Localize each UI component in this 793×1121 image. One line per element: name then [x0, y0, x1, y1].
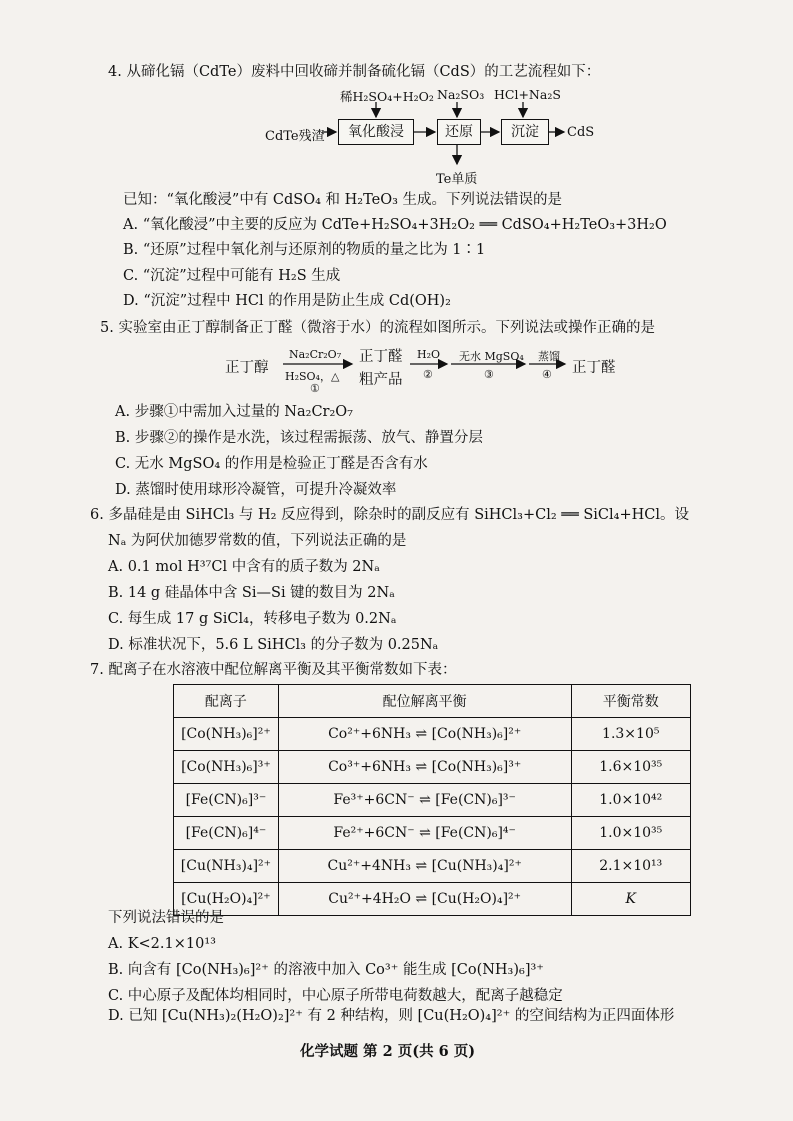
table-cell: Fe³⁺+6CN⁻ ⇌ [Fe(CN)₆]³⁻ — [278, 784, 571, 817]
table-cell: 1.0×10³⁵ — [571, 817, 690, 850]
q7-question: 下列说法错误的是 — [108, 910, 224, 926]
table-cell: [Co(NH₃)₆]²⁺ — [174, 718, 279, 751]
q5-option-a: A. 步骤①中需加入过量的 Na₂Cr₂O₇ — [115, 404, 353, 420]
q7-option-c: C. 中心原子及配体均相同时，中心原子所带电荷数越大，配离子越稳定 — [108, 988, 563, 1004]
table-cell: [Fe(CN)₆]³⁻ — [174, 784, 279, 817]
table-row — [174, 817, 691, 850]
q6-option-b: B. 14 g 硅晶体中含 Si—Si 键的数目为 2Nₐ — [108, 585, 395, 601]
table-cell: [Cu(H₂O)₄]²⁺ — [174, 883, 279, 916]
q5-reagent-4: 蒸馏 — [538, 350, 560, 363]
q7-option-a: A. K<2.1×10¹³ — [108, 936, 216, 952]
q5-step-3: ③ — [484, 368, 494, 381]
table-cell: Cu²⁺+4H₂O ⇌ [Cu(H₂O)₄]²⁺ — [278, 883, 571, 916]
q7-stem: 7. 配离子在水溶液中配位解离平衡及其平衡常数如下表： — [90, 662, 457, 678]
q4-input-label: CdTe残渣 — [265, 129, 325, 144]
q5-reagent-2: H₂O — [417, 348, 441, 361]
q5-option-d: D. 蒸馏时使用球形冷凝管，可提升冷凝效率 — [115, 482, 397, 498]
q5-reagent-1-top: Na₂Cr₂O₇ — [289, 348, 342, 361]
q5-end: 正丁醛 — [572, 360, 616, 376]
q5-step-4: ④ — [542, 368, 552, 381]
table-row — [174, 784, 691, 817]
column-header: 平衡常数 — [571, 685, 690, 718]
q4-option-c: C. “沉淀”过程中可能有 H₂S 生成 — [123, 268, 341, 284]
q4-option-a: A. “氧化酸浸”中主要的反应为 CdTe+H₂SO₄+3H₂O₂ ══ CdSO₄+H₂TeO₃+3H₂O — [123, 217, 667, 233]
column-header: 配位解离平衡 — [278, 685, 571, 718]
q6-option-a: A. 0.1 mol H³⁷Cl 中含有的质子数为 2Nₐ — [108, 559, 380, 575]
table-row — [174, 718, 691, 751]
q5-start: 正丁醇 — [225, 360, 269, 376]
table-cell: Fe²⁺+6CN⁻ ⇌ [Fe(CN)₆]⁴⁻ — [278, 817, 571, 850]
table-cell: [Fe(CN)₆]⁴⁻ — [174, 817, 279, 850]
q5-reagent-3: 无水 MgSO₄ — [459, 350, 524, 363]
table-row — [174, 751, 691, 784]
table-row — [174, 850, 691, 883]
table-cell: [Cu(NH₃)₄]²⁺ — [174, 850, 279, 883]
q4-box-precipitation: 沉淀 — [501, 119, 549, 145]
q4-box-reduction: 还原 — [437, 119, 481, 145]
q4-reagent-1: 稀H₂SO₄+H₂O₂ — [340, 89, 434, 104]
table-cell: 1.0×10⁴² — [571, 784, 690, 817]
q4-reagent-3: HCl+Na₂S — [494, 87, 561, 102]
q6-option-d: D. 标准状况下，5.6 L SiHCl₃ 的分子数为 0.25Nₐ — [108, 637, 439, 653]
q7-option-d: D. 已知 [Cu(NH₃)₂(H₂O)₂]²⁺ 有 2 种结构，则 [Cu(H₂O)₄]²⁺ 的空间结构为正四面体形 — [108, 1008, 675, 1024]
column-header: 配离子 — [174, 685, 279, 718]
q5-mid-bottom: 粗产品 — [359, 372, 403, 388]
q5-option-b: B. 步骤②的操作是水洗，该过程需振荡、放气、静置分层 — [115, 430, 483, 446]
page-footer: 化学试题 第 2 页(共 6 页) — [300, 1043, 476, 1060]
q4-option-b: B. “还原”过程中氧化剂与还原剂的物质的量之比为 1∶1 — [123, 242, 486, 258]
q4-option-d: D. “沉淀”过程中 HCl 的作用是防止生成 Cd(OH)₂ — [123, 293, 451, 309]
table-row — [174, 883, 691, 916]
q5-step-1: ① — [310, 382, 320, 395]
q4-stem: 4. 从碲化镉（CdTe）废料中回收碲并制备硫化镉（CdS）的工艺流程如下： — [108, 64, 601, 80]
q6-stem: 6. 多晶硅是由 SiHCl₃ 与 H₂ 反应得到，除杂时的副反应有 SiHCl₃+Cl₂ ══ SiCl₄+HCl。设 — [90, 507, 689, 523]
table-cell: Co²⁺+6NH₃ ⇌ [Co(NH₃)₆]²⁺ — [278, 718, 571, 751]
q4-output-label: CdS — [567, 125, 595, 140]
table-cell: 1.6×10³⁵ — [571, 751, 690, 784]
table-cell: 1.3×10⁵ — [571, 718, 690, 751]
q7-option-b: B. 向含有 [Co(NH₃)₆]²⁺ 的溶液中加入 Co³⁺ 能生成 [Co(NH₃)₆]³⁺ — [108, 962, 544, 978]
q4-reagent-2: Na₂SO₃ — [437, 87, 485, 102]
q5-step-2: ② — [423, 368, 433, 381]
table-cell: Cu²⁺+4NH₃ ⇌ [Cu(NH₃)₄]²⁺ — [278, 850, 571, 883]
q4-byproduct-label: Te单质 — [436, 172, 478, 187]
table-cell: 2.1×10¹³ — [571, 850, 690, 883]
q5-mid-top: 正丁醛 — [359, 349, 403, 365]
q6-option-c: C. 每生成 17 g SiCl₄，转移电子数为 0.2Nₐ — [108, 611, 397, 627]
q6-stem-2: Nₐ 为阿伏加德罗常数的值，下列说法正确的是 — [108, 533, 407, 549]
q7-table — [173, 684, 691, 916]
q5-option-c: C. 无水 MgSO₄ 的作用是检验正丁醛是否含有水 — [115, 456, 428, 472]
table-cell: K — [571, 883, 690, 916]
q4-known: 已知：“氧化酸浸”中有 CdSO₄ 和 H₂TeO₃ 生成。下列说法错误的是 — [123, 192, 563, 208]
table-cell: Co³⁺+6NH₃ ⇌ [Co(NH₃)₆]³⁺ — [278, 751, 571, 784]
q4-box-oxidative-leach: 氧化酸浸 — [338, 119, 414, 145]
q5-stem: 5. 实验室由正丁醇制备正丁醛（微溶于水）的流程如图所示。下列说法或操作正确的是 — [100, 320, 655, 336]
table-cell: [Co(NH₃)₆]³⁺ — [174, 751, 279, 784]
table-header-row — [174, 685, 691, 718]
q5-reagent-1-bottom: H₂SO₄，△ — [285, 370, 340, 383]
